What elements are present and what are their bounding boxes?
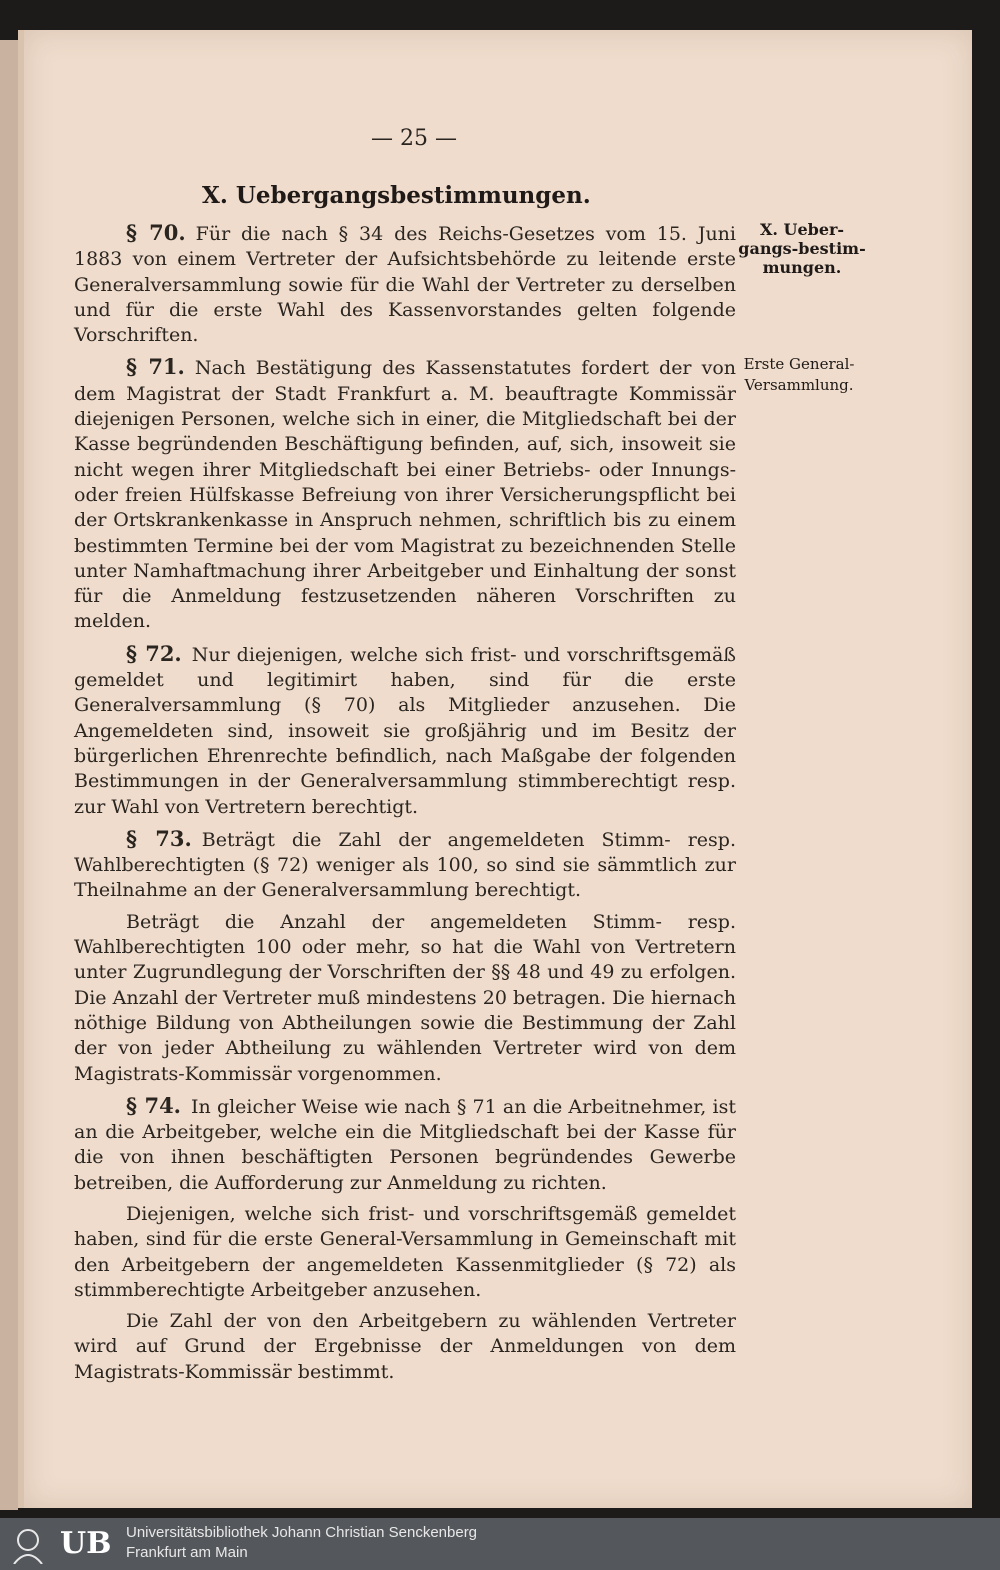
section-mark: § 70. — [126, 220, 186, 245]
paragraph-text: Nach Bestätigung des Kassenstatutes fordert der von dem Magistrat der Stadt Frankfurt a. M. beauftragte Kommissär diejenigen Personen, welche sich in einer, die Mitgliedschaft bei der Kasse begründenden Beschäftigung befinden, auf, sich, insoweit sie nicht wegen ihrer Mitgliedschaft bei einer Betriebs- oder Innungs- oder freien Hülfskasse Befreiung von ihrer Versicherungspflicht bei der Ortskrankenkasse in Anspruch nehmen, schriftlich bis zu einem bestimmten Termine bei der vom Magistrat zu bezeichnenden Stelle unter Namhaftmachung ihrer Arbeitgeber und Einhaltung der sonst für die Anmeldung festzusetzenden näheren Vorschriften zu melden. — [74, 357, 736, 633]
ub-logo-text: UB — [60, 1526, 112, 1561]
paragraph-text: Die Zahl der von den Arbeitgebern zu wählenden Vertreter wird auf Grund der Ergebnisse der Anmeldungen von dem Magistrats-Kommissär bestimmt. — [74, 1310, 736, 1383]
paragraph-text: Beträgt die Anzahl der angemeldeten Stimm- resp. Wahlberechtigten 100 oder mehr, so hat die Wahl von Vertretern unter Zugrundlegung der Vorschriften der §§ 48 und 49 zu erfolgen. Die Anzahl der Vertreter muß mindestens 20 betragen. Die hiernach nöthige Bildung von Abtheilungen sowie die Bestimmung der Zahl der von jeder Abtheilung zu wählenden Vertreter wird von dem Magistrats-Kommissär vorgenommen. — [74, 910, 736, 1085]
paragraph-71 — [74, 354, 736, 634]
book-spine-edge — [0, 40, 18, 1510]
footer-library-name[interactable]: Universitätsbibliothek Johann Christian Senckenberg — [126, 1524, 478, 1541]
paragraph-73 — [74, 826, 736, 904]
paragraph-73-cont — [74, 910, 736, 1087]
paragraph-text: Nur diejenigen, welche sich frist- und vorschriftsgemäß gemeldet und legitimirt haben, sind für die erste Generalversammlung (§ 70) als Mitglieder anzusehen. Die Angemeldeten sind, insoweit sie großjährig und im Besitz der bürgerlichen Ehrenrechte befindlich, nach Maßgabe der folgenden Bestimmungen in der Generalversammlung stimmberechtigt resp. zur Wahl von Vertretern berechtigt. — [74, 643, 736, 818]
section-heading: X. Uebergangsbestimmungen. — [202, 182, 591, 209]
section-mark: § 71. — [126, 354, 185, 380]
footer-library-city: Frankfurt am Main — [126, 1544, 248, 1561]
paragraph-72 — [74, 641, 736, 820]
paragraph-74-cont2 — [74, 1309, 736, 1385]
library-footer-bar — [0, 1518, 1000, 1570]
page-number: — 25 — — [371, 126, 457, 151]
senckenberg-portrait-icon — [4, 1524, 54, 1564]
section-mark: § 73. — [126, 825, 192, 851]
paragraph-text: Für die nach § 34 des Reichs-Gesetzes vom 15. Juni 1883 von einem Vertreter der Aufsichtsbehörde zu leitende erste Generalversammlung sowie für die Wahl der Vertreter zu derselben und für die erste Wahl des Kassenvorstandes gelten folgende Vorschriften. — [74, 223, 736, 347]
paragraph-74 — [74, 1093, 736, 1196]
body-text — [74, 220, 736, 1391]
margin-note-first-assembly: Erste General-Versammlung. — [743, 355, 855, 394]
section-mark: § 74. — [126, 1092, 181, 1118]
document-page — [18, 30, 972, 1508]
ub-logo — [4, 1524, 114, 1564]
paragraph-70 — [74, 220, 736, 348]
paragraph-text: In gleicher Weise wie nach § 71 an die Arbeitnehmer, ist an die Arbeitgeber, welche ein die Mitgliedschaft bei der Kasse für die von ihnen beschäftigten Personen begründendes Gewerbe betreiben, die Aufforderung zur Anmeldung zu richten. — [74, 1095, 736, 1194]
paragraph-text: Diejenigen, welche sich frist- und vorschriftsgemäß gemeldet haben, sind für die erste General-Versammlung in Gemeinschaft mit den Arbeitgebern der angemeldeten Kassenmitglieder (§ 72) als stimmberechtigte Arbeitgeber anzusehen. — [74, 1202, 736, 1301]
paragraph-text: Beträgt die Zahl der angemeldeten Stimm- resp. Wahlberechtigten (§ 72) weniger als 100, so sind sie sämmtlich zur Theilnahme an der Generalversammlung berechtigt. — [74, 828, 736, 902]
paragraph-74-cont1 — [74, 1202, 736, 1303]
section-mark: § 72. — [126, 640, 182, 666]
margin-note-transition: X. Ueber-gangs-bestim-mungen. — [738, 220, 866, 277]
